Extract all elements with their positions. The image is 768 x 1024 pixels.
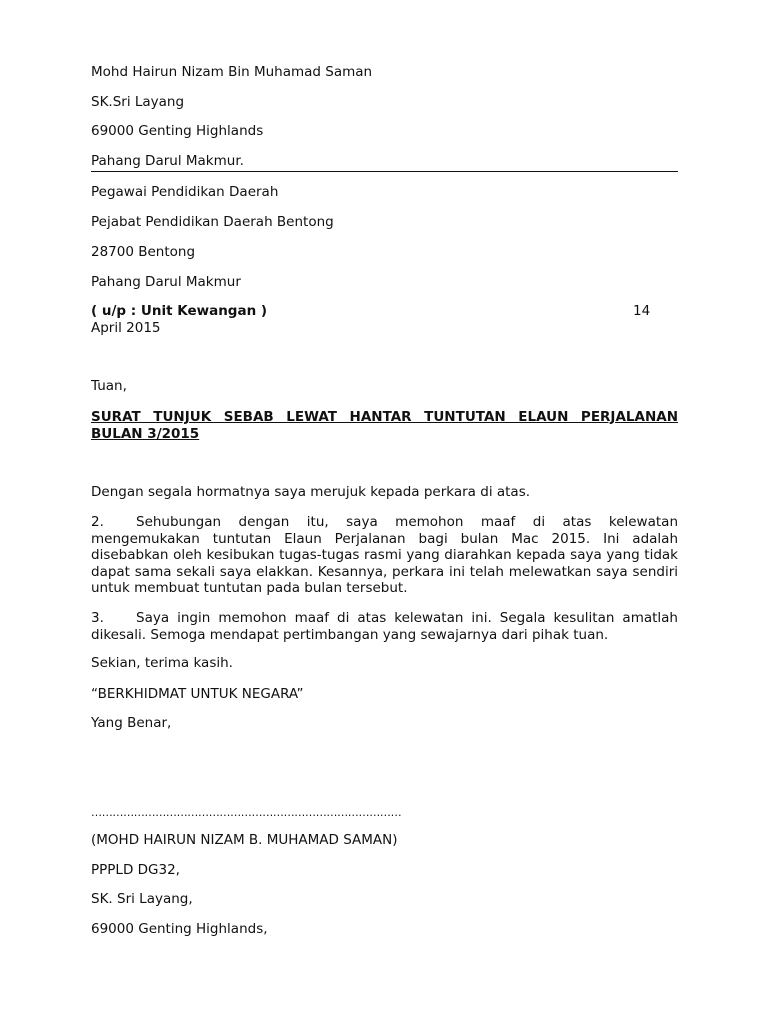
sender-city: 69000 Genting Highlands xyxy=(91,123,264,139)
date-day: 14 xyxy=(633,303,651,319)
subject-line-1: SURAT TUNJUK SEBAB LEWAT HANTAR TUNTUTAN ELAUN PERJALANAN xyxy=(91,409,678,425)
signature-grade: PPPLD DG32, xyxy=(91,862,180,878)
sender-name: Mohd Hairun Nizam Bin Muhamad Saman xyxy=(91,64,373,80)
signature-city: 69000 Genting Highlands, xyxy=(91,921,268,937)
paragraph-2-text: Sehubungan dengan itu, saya memohon maaf di atas kelewatan mengemukakan tuntutan Elaun Perjalanan bagi bulan Mac 2015. Ini adalah disebabkan oleh kesibukan tugas-tugas rasmi yang diarahkan kepada saya yang tidak dapat sama sekali saya elakkan. Kesannya, perkara ini telah melewatkan saya sendiri untuk membuat tuntutan pada bulan tersebut. xyxy=(91,514,678,597)
signature-name: (MOHD HAIRUN NIZAM B. MUHAMAD SAMAN) xyxy=(91,832,398,848)
sender-state: Pahang Darul Makmur. xyxy=(91,153,244,169)
recipient-attention: ( u/p : Unit Kewangan ) xyxy=(91,303,268,319)
paragraph-3-number: 3. xyxy=(91,610,104,626)
signature-dots: …………………………………………………………………………… xyxy=(91,806,402,819)
opening-paragraph: Dengan segala hormatnya saya merujuk kepada perkara di atas. xyxy=(91,484,531,500)
date-month-year: April 2015 xyxy=(91,320,161,336)
salutation: Tuan, xyxy=(91,378,127,394)
subject-line-2: BULAN 3/2015 xyxy=(91,426,200,442)
closing-line: Sekian, terima kasih. xyxy=(91,655,233,671)
signoff: Yang Benar, xyxy=(91,715,172,731)
sender-school: SK.Sri Layang xyxy=(91,94,185,110)
recipient-title: Pegawai Pendidikan Daerah xyxy=(91,184,279,200)
recipient-state: Pahang Darul Makmur xyxy=(91,274,241,290)
recipient-office: Pejabat Pendidikan Daerah Bentong xyxy=(91,214,334,230)
motto: “BERKHIDMAT UNTUK NEGARA” xyxy=(91,686,304,702)
paragraph-3-text: Saya ingin memohon maaf di atas kelewatan ini. Segala kesulitan amatlah dikesali. Semoga mendapat pertimbangan yang sewajarnya dari pihak tuan. xyxy=(91,610,678,643)
recipient-city: 28700 Bentong xyxy=(91,244,196,260)
paragraph-2-number: 2. xyxy=(91,514,104,530)
signature-school: SK. Sri Layang, xyxy=(91,891,193,907)
paragraph-2 xyxy=(91,514,678,597)
paragraph-3 xyxy=(91,610,678,643)
header-divider xyxy=(91,171,678,172)
